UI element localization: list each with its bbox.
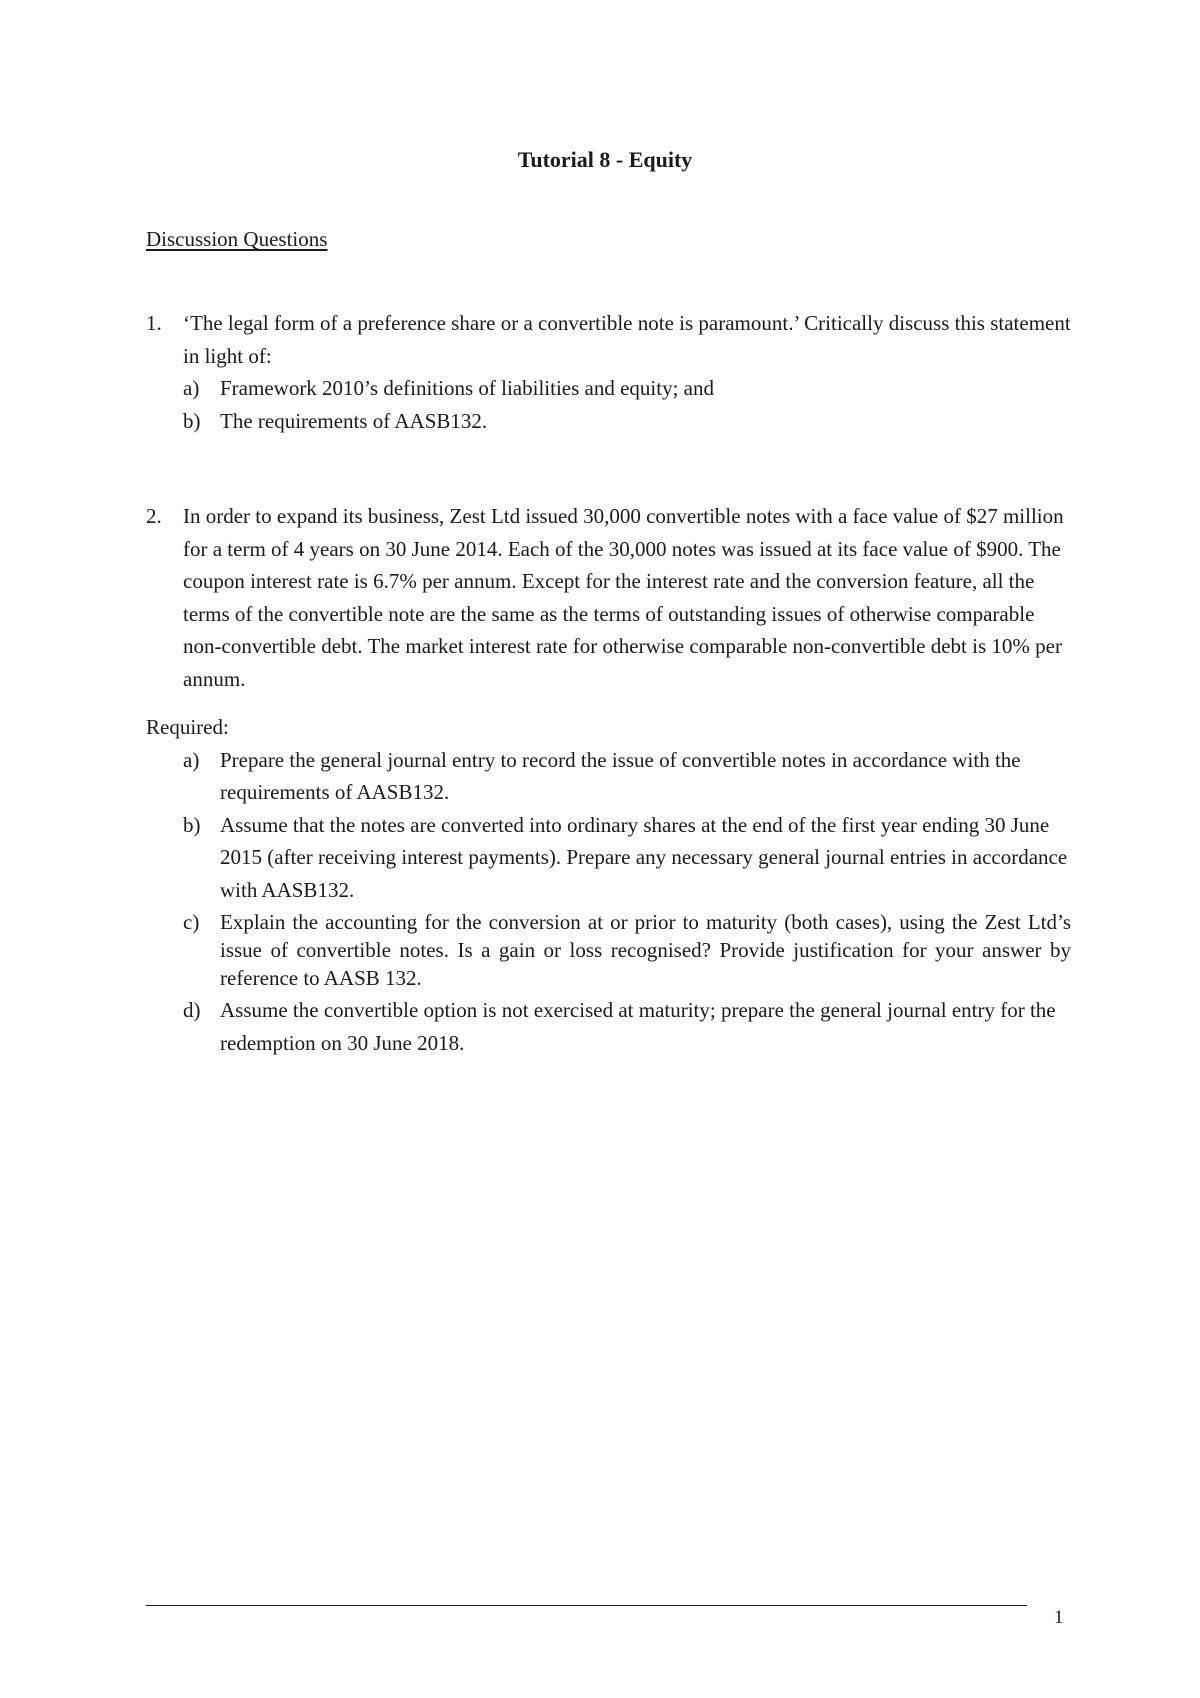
question-2-part-b: [146, 809, 1071, 907]
part-label: d): [183, 998, 201, 1022]
question-2-stem: [146, 500, 1071, 695]
question-2-part-a: [146, 744, 1071, 809]
required-label: Required:: [146, 715, 229, 739]
section-heading: Discussion Questions: [146, 227, 328, 251]
question-2-part-d: [146, 994, 1071, 1059]
question-2: [146, 500, 1071, 1059]
question-text: In order to expand its business, Zest Ltd issued 30,000 convertible notes with a face value of $27 million for a term of 4 years on 30 June 2014. Each of the 30,000 notes was issued at its face value of $900. The coupon interest rate is 6.7% per annum. Except for the interest rate and the conversion feature, all the terms of the convertible note are the same as the terms of outstanding issues of otherwise comparable non-convertible debt. The market interest rate for otherwise comparable non-convertible debt is 10% per annum.: [183, 504, 1064, 691]
part-text: Assume that the notes are converted into ordinary shares at the end of the first year ending 30 June 2015 (after receiving interest payments). Prepare any necessary general journal entries in accordance with AASB132.: [220, 812, 1068, 902]
question-text: ‘The legal form of a preference share or a convertible note is paramount.’ Critically discuss this statement in light of:: [183, 311, 1071, 368]
part-text: Prepare the general journal entry to record the issue of convertible notes in accordance with the requirements of AASB132.: [220, 747, 1021, 804]
part-label: a): [183, 376, 200, 400]
question-1-part-a: [146, 372, 1071, 405]
question-1-stem: [146, 307, 1071, 372]
page-number: 1: [1054, 1607, 1064, 1628]
part-text: Assume the convertible option is not exercised at maturity; prepare the general journal entry for the redemption on 30 June 2018.: [220, 998, 1056, 1055]
part-text: Explain the accounting for the conversion at or prior to maturity (both cases), using the Zest Ltd’s issue of convertible notes. Is a gain or loss recognised? Provide justification for your answer by reference to AASB 132.: [220, 910, 1071, 990]
page-title: Tutorial 8 - Equity: [517, 147, 693, 172]
part-label: c): [183, 910, 200, 934]
question-number: 1.: [146, 311, 162, 335]
question-1: [146, 307, 1071, 437]
part-label: a): [183, 747, 200, 772]
part-text: The requirements of AASB132.: [220, 408, 488, 433]
footer-divider: [146, 1605, 1027, 1606]
question-2-part-c: [146, 908, 1071, 992]
question-1-part-b: [146, 405, 1071, 438]
part-label: b): [183, 812, 201, 837]
question-number: 2.: [146, 504, 162, 528]
part-label: b): [183, 408, 201, 433]
part-text: Framework 2010’s definitions of liabilities and equity; and: [220, 376, 715, 400]
